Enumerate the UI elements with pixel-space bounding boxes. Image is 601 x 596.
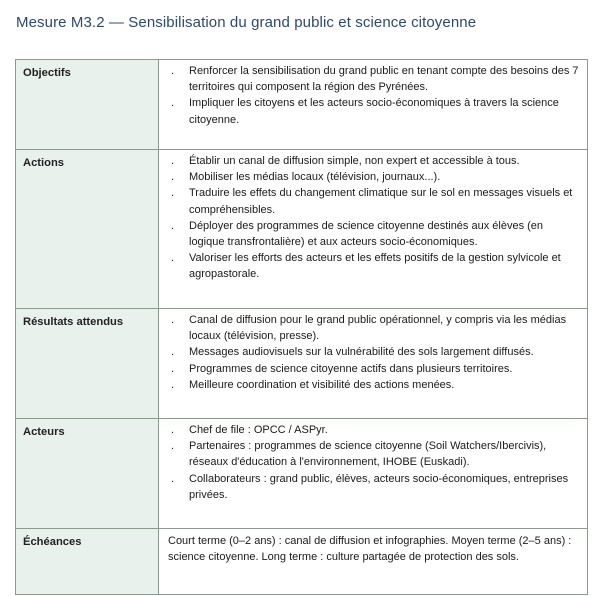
list-item [168, 250, 581, 282]
page-title: Mesure M3.2 — Sensibilisation du grand public et science citoyenne [16, 14, 477, 31]
bullet-list [168, 63, 581, 128]
list-item-text: Messages audiovisuels sur la vulnérabilité des sols largement diffusés. [189, 346, 534, 359]
list-item [168, 185, 581, 217]
list-item [168, 377, 581, 393]
list-item-text: Valoriser les efforts des acteurs et les effets positifs de la gestion sylvicole et agropastorale. [189, 252, 561, 281]
list-item [168, 218, 581, 250]
bullet-marker: . [171, 378, 175, 391]
bullet-marker: . [171, 440, 175, 453]
bullet-marker: . [171, 65, 175, 77]
bullet-marker: . [171, 97, 175, 110]
list-item [168, 422, 581, 438]
list-item-text: Renforcer la sensibilisation du grand public en tenant compte des besoins des 7 territoires qui composent la région des Pyrénées. [189, 65, 579, 94]
bullet-marker: . [171, 424, 175, 436]
bullet-marker: . [171, 252, 175, 265]
bullet-marker: . [171, 346, 175, 359]
list-item [168, 471, 581, 503]
list-item-text: Programmes de science citoyenne actifs dans plusieurs territoires. [189, 362, 513, 375]
table-row-acteurs [16, 419, 588, 529]
list-item-text: Impliquer les citoyens et les acteurs socio-économiques à travers la science citoyenne. [189, 97, 559, 126]
list-item-text: Partenaires : programmes de science citoyenne (Soil Watchers/Ibercivis), réseaux d'éducation à l'environnement, IHOBE (Euskadi). [189, 440, 547, 469]
row-content [159, 419, 588, 529]
row-content [159, 309, 588, 419]
row-label: Échéances [16, 529, 159, 595]
bullet-marker: . [171, 155, 175, 167]
bullet-list [168, 312, 581, 393]
list-item-text: Établir un canal de diffusion simple, non expert et accessible à tous. [189, 155, 520, 167]
list-item-text: Chef de file : OPCC / ASPyr. [189, 424, 328, 436]
bullet-marker: . [171, 187, 175, 200]
table-row-resultats [16, 309, 588, 419]
table-row-objectifs [16, 60, 588, 150]
row-content [159, 529, 588, 595]
list-item [168, 153, 581, 169]
bullet-marker: . [171, 362, 175, 375]
table-row-echeances [16, 529, 588, 595]
list-item [168, 361, 581, 377]
list-item-text: Traduire les effets du changement climatique sur le sol en messages visuels et compréhensibles. [189, 187, 573, 216]
row-content [159, 60, 588, 150]
list-item [168, 344, 581, 360]
bullet-list [168, 422, 581, 503]
bullet-marker: . [171, 171, 175, 184]
row-label: Résultats attendus [16, 309, 159, 419]
list-item [168, 169, 581, 185]
list-item-text: Déployer des programmes de science citoyenne destinés aux élèves (en logique transfrontalière) et aux acteurs socio-économiques. [189, 219, 544, 249]
bullet-marker: . [171, 219, 175, 232]
list-item [168, 63, 581, 95]
bullet-list [168, 153, 581, 283]
table-row-actions [16, 150, 588, 309]
row-content [159, 150, 588, 309]
list-item [168, 95, 581, 127]
bullet-marker: . [171, 314, 175, 326]
list-item [168, 312, 581, 344]
row-text: Court terme (0–2 ans) : canal de diffusion et infographies. Moyen terme (2–5 ans) : science citoyenne. Long terme : culture partagée de protection des sols. [168, 535, 572, 564]
list-item-text: Meilleure coordination et visibilité des actions menées. [189, 378, 455, 391]
row-label: Acteurs [16, 419, 159, 529]
measure-table [15, 59, 588, 595]
row-label: Objectifs [16, 60, 159, 150]
list-item-text: Mobiliser les médias locaux (télévision, journaux...). [189, 171, 441, 184]
list-item-text: Collaborateurs : grand public, élèves, acteurs socio-économiques, entreprises privées. [189, 472, 569, 501]
row-label: Actions [16, 150, 159, 309]
list-item [168, 438, 581, 470]
list-item-text: Canal de diffusion pour le grand public opérationnel, y compris via les médias locaux (télévision, presse). [189, 314, 567, 343]
bullet-marker: . [171, 472, 175, 485]
